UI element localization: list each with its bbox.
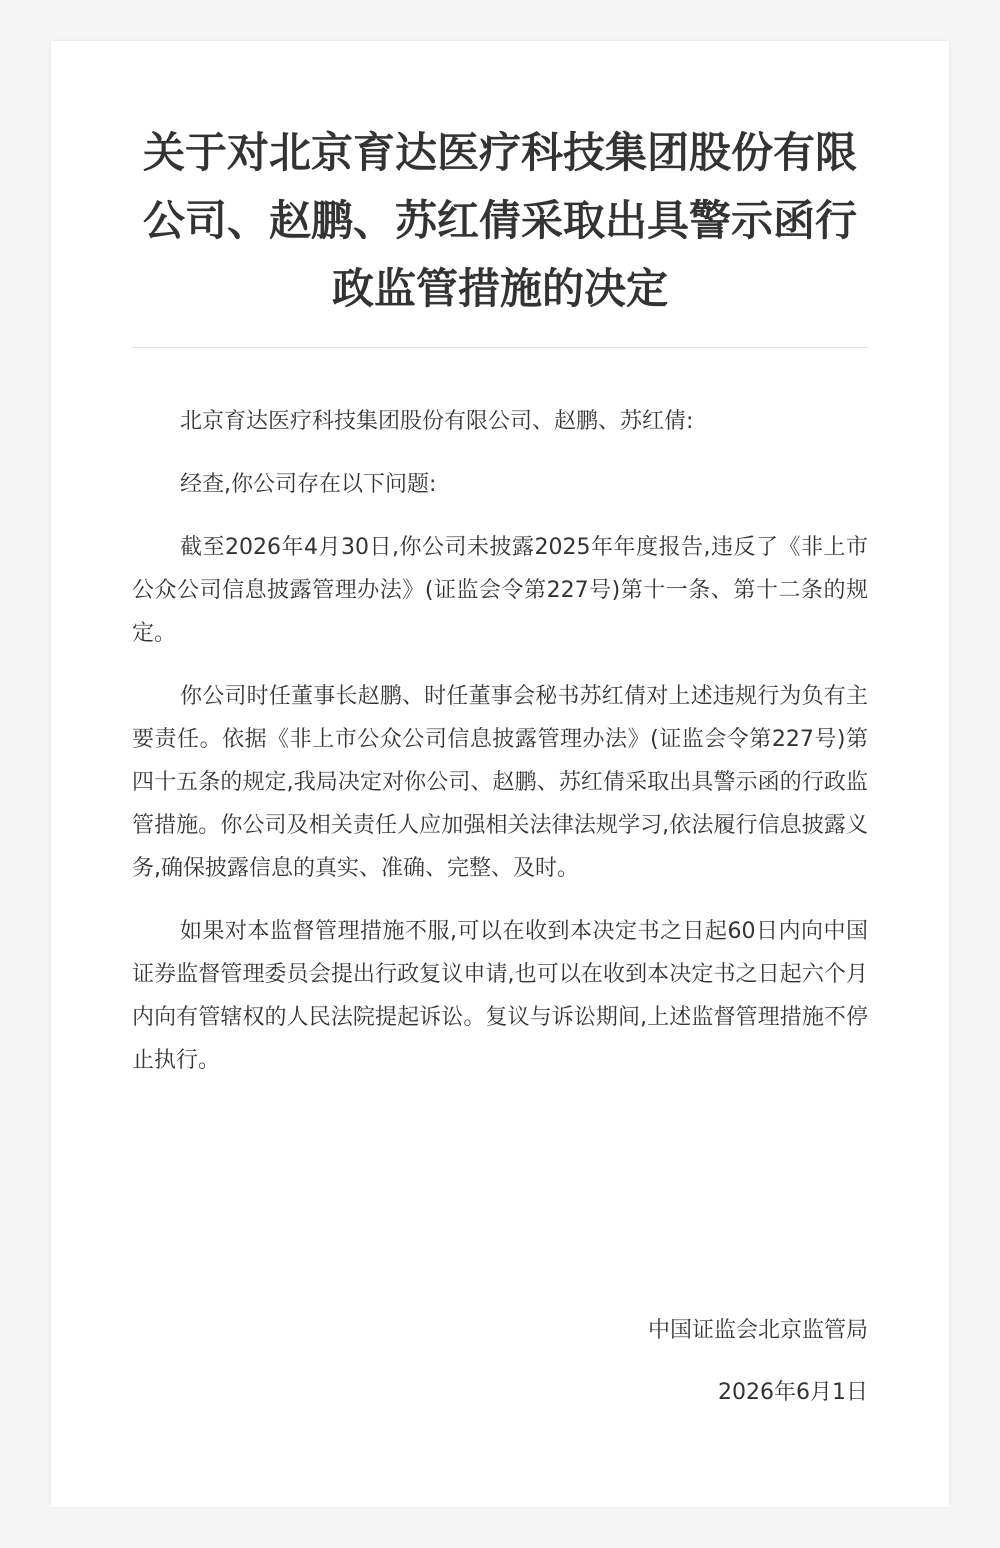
- document-title: 关于对北京育达医疗科技集团股份有限公司、赵鹏、苏红倩采取出具警示函行政监管措施的决定: [142, 128, 857, 313]
- body-paragraph: 如果对本监督管理措施不服,可以在收到本决定书之日起60日内向中国证券监督管理委员会提出行政复议申请,也可以在收到本决定书之日起六个月内向有管辖权的人民法院提起诉讼。复议与诉讼期间,上述监督管理措施不停止执行。: [132, 919, 868, 1073]
- issuer-name: 中国证监会北京监管局: [647, 1318, 868, 1343]
- addressee-paragraph: 北京育达医疗科技集团股份有限公司、赵鹏、苏红倩:: [180, 409, 694, 434]
- body-paragraph: 截至2026年4月30日,你公司未披露2025年年度报告,违反了《非上市公众公司信息披露管理办法》(证监会令第227号)第十一条、第十二条的规定。: [132, 535, 868, 646]
- body-paragraph: 你公司时任董事长赵鹏、时任董事会秘书苏红倩对上述违规行为负有主要责任。依据《非上市公众公司信息披露管理办法》(证监会令第227号)第四十五条的规定,我局决定对你公司、赵鹏、苏红倩采取出具警示函的行政监管措施。你公司及相关责任人应加强相关法律法规学习,依法履行信息披露义务,确保披露信息的真实、准确、完整、及时。: [132, 684, 868, 881]
- document-body: [132, 400, 868, 1082]
- issue-date: 2026年6月1日: [718, 1380, 868, 1405]
- body-paragraph: 经查,你公司存在以下问题:: [180, 472, 437, 497]
- signature-block: [648, 1309, 868, 1433]
- title-divider: [132, 347, 868, 348]
- document-page: [51, 41, 949, 1507]
